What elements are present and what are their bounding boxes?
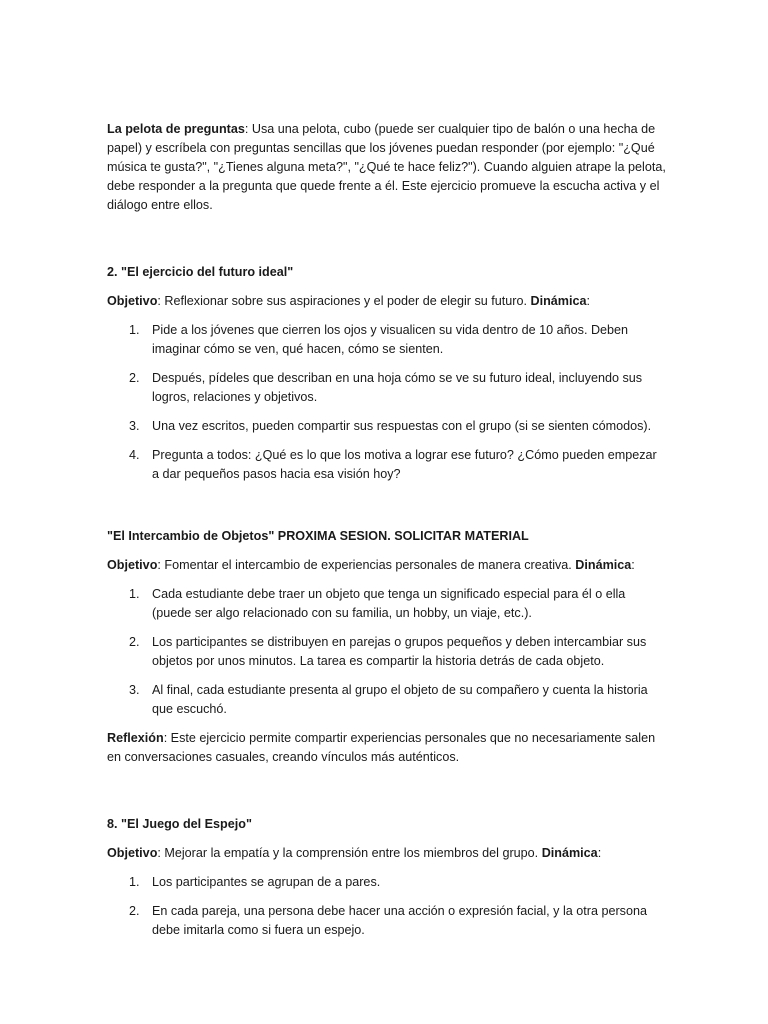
list-item	[107, 585, 667, 623]
section-8-title: 8. "El Juego del Espejo"	[107, 817, 252, 831]
list-item	[107, 633, 667, 671]
list-text: Después, pídeles que describan en una hoja cómo se ve su futuro ideal, incluyendo sus logros, relaciones y objetivos.	[152, 371, 643, 404]
section-3-objective	[107, 556, 667, 575]
dynamic-suffix: :	[631, 558, 635, 572]
section-3-reflection	[107, 729, 667, 767]
objective-label: Objetivo	[107, 846, 158, 860]
list-number: 2.	[129, 371, 140, 385]
list-number: 4.	[129, 448, 140, 462]
document-body	[107, 120, 667, 950]
intro-text: : Usa una pelota, cubo (puede ser cualquier tipo de balón o una hecha de papel) y escríbela con preguntas sencillas que los jóvenes puedan responder (por ejemplo: "¿Qué música te gusta?", "¿Tienes alguna meta?", "¿Qué te hace feliz?"). Cuando alguien atrape la pelota, debe responder a la pregunta que quede frente a él. Este ejercicio promueve la escucha activa y el diálogo entre ellos.	[107, 122, 666, 212]
section-2-title: 2. "El ejercicio del futuro ideal"	[107, 265, 294, 279]
section-3-list	[107, 585, 667, 719]
list-text: Los participantes se distribuyen en parejas o grupos pequeños y deben intercambiar sus objetos por unos minutos. La tarea es compartir la historia detrás de cada objeto.	[152, 635, 647, 668]
objective-text: : Mejorar la empatía y la comprensión entre los miembros del grupo.	[157, 846, 542, 860]
objective-label: Objetivo	[107, 294, 158, 308]
list-text: Pregunta a todos: ¿Qué es lo que los motiva a lograr ese futuro? ¿Cómo pueden empezar a dar pequeños pasos hacia esa visión hoy?	[152, 448, 657, 481]
dynamic-suffix: :	[586, 294, 591, 308]
reflection-label: Reflexión	[107, 731, 164, 745]
dynamic-label: Dinámica	[575, 558, 632, 572]
reflection-text: : Este ejercicio permite compartir experiencias personales que no necesariamente salen en conversaciones casuales, creando vínculos más auténticos.	[107, 731, 656, 764]
dynamic-label: Dinámica	[530, 294, 587, 308]
list-item	[107, 417, 667, 436]
list-text: Cada estudiante debe traer un objeto que tenga un significado especial para él o ella (puede ser algo relacionado con su familia, un hobby, un viaje, etc.).	[152, 587, 626, 620]
dynamic-suffix: :	[597, 846, 602, 860]
section-3-title: "El Intercambio de Objetos" PROXIMA SESION. SOLICITAR MATERIAL	[107, 529, 529, 543]
section-8-objective	[107, 844, 667, 863]
section-2-objective	[107, 292, 667, 311]
list-text: Al final, cada estudiante presenta al grupo el objeto de su compañero y cuenta la historia que escuchó.	[152, 683, 648, 716]
intro-bold: La pelota de preguntas	[107, 122, 245, 136]
section-2-list	[107, 321, 667, 484]
list-text: Una vez escritos, pueden compartir sus respuestas con el grupo (si se sienten cómodos).	[152, 419, 652, 433]
list-number: 2.	[129, 635, 140, 649]
section-8-list	[107, 873, 667, 940]
intro-paragraph	[107, 120, 667, 215]
dynamic-label: Dinámica	[541, 846, 598, 860]
list-item	[107, 681, 667, 719]
objective-text: : Fomentar el intercambio de experiencias personales de manera creativa.	[157, 558, 576, 572]
list-text: En cada pareja, una persona debe hacer una acción o expresión facial, y la otra persona debe imitarla como si fuera un espejo.	[152, 904, 647, 937]
list-text: Los participantes se agrupan de a pares.	[152, 875, 381, 889]
list-number: 1.	[129, 587, 140, 601]
list-item	[107, 321, 667, 359]
list-number: 2.	[129, 904, 140, 918]
list-number: 1.	[129, 323, 140, 337]
list-item	[107, 369, 667, 407]
objective-text: : Reflexionar sobre sus aspiraciones y el poder de elegir su futuro.	[157, 294, 531, 308]
list-number: 3.	[129, 683, 140, 697]
list-number: 1.	[129, 875, 140, 889]
objective-label: Objetivo	[107, 558, 158, 572]
list-item	[107, 446, 667, 484]
list-item	[107, 902, 667, 940]
list-text: Pide a los jóvenes que cierren los ojos y visualicen su vida dentro de 10 años. Deben imaginar cómo se ven, qué hacen, cómo se sienten.	[152, 323, 629, 356]
list-item	[107, 873, 667, 892]
list-number: 3.	[129, 419, 140, 433]
